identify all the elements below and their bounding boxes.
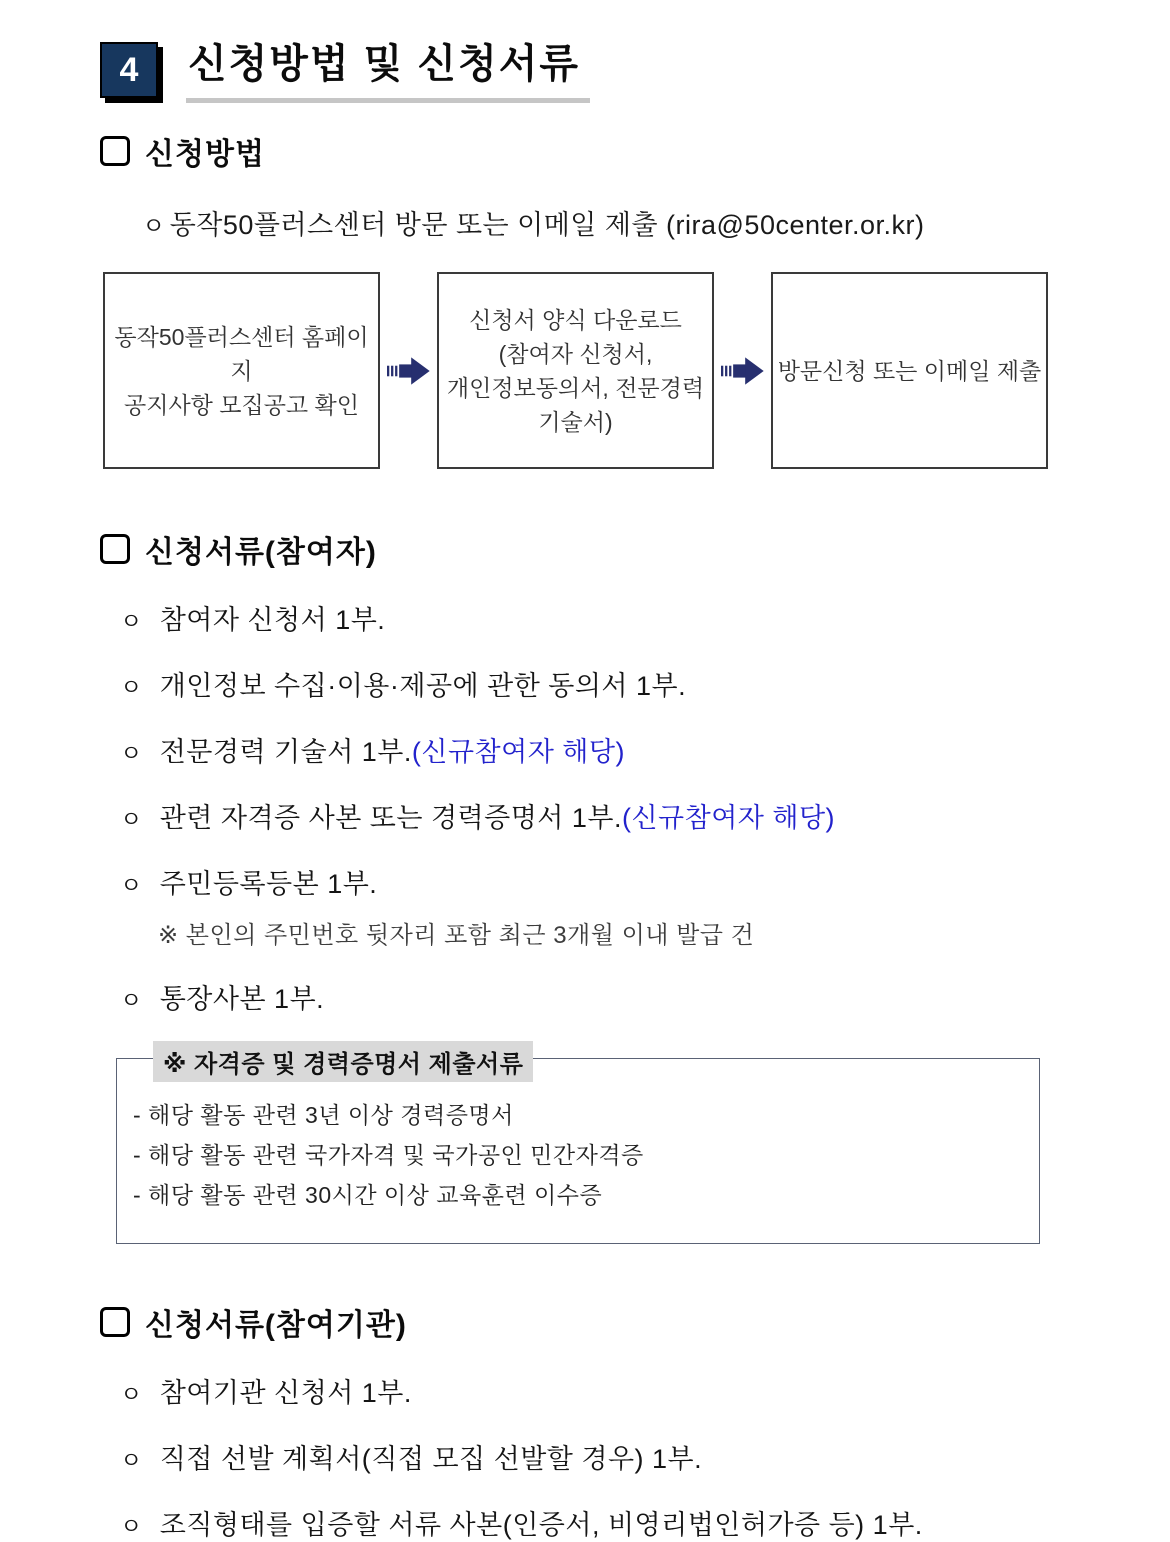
- page-title: 신청방법 및 신청서류: [186, 42, 590, 103]
- flow-arrow-icon: [380, 354, 437, 388]
- flow-arrow-icon: [714, 354, 771, 388]
- note-box-item: - 해당 활동 관련 3년 이상 경력증명서: [133, 1102, 514, 1128]
- resident-register-note: ※ 본인의 주민번호 뒷자리 포함 최근 3개월 이내 발급 건: [158, 922, 755, 949]
- checkbox-icon: [100, 136, 130, 166]
- circle-bullet-icon: ㅇ: [120, 674, 143, 700]
- circle-bullet-icon: ㅇ: [120, 608, 143, 634]
- flow-step-3-line-1: 방문신청 또는 이메일 제출: [777, 357, 1042, 384]
- flow-step-3: [771, 272, 1048, 469]
- note-box-label: ※ 자격증 및 경력증명서 제출서류: [153, 1041, 533, 1082]
- item-text: 주민등록등본 1부.: [159, 869, 378, 899]
- item-text: 참여기관 신청서 1부.: [159, 1378, 412, 1408]
- flow-step-2: [437, 272, 714, 469]
- item-text-main: 전문경력 기술서 1부.: [159, 737, 412, 767]
- item-text-highlight: (신규참여자 해당): [411, 737, 625, 767]
- participant-doc-list: [0, 598, 1170, 1016]
- circle-bullet-icon: ㅇ: [120, 872, 143, 898]
- list-item: [120, 1371, 1170, 1410]
- item-text: 직접 선발 계획서(직접 모집 선발할 경우) 1부.: [159, 1444, 703, 1474]
- checkbox-icon: [100, 534, 130, 564]
- note-box-item: - 해당 활동 관련 30시간 이상 교육훈련 이수증: [133, 1182, 603, 1208]
- list-item: [120, 977, 1170, 1016]
- item-text: 개인정보 수집·이용·제공에 관한 동의서 1부.: [159, 671, 687, 701]
- right-arrow-icon: [721, 354, 765, 388]
- list-item: [120, 796, 1170, 835]
- right-arrow-icon: [387, 354, 431, 388]
- section-heading-method: [100, 129, 1170, 173]
- method-line-text: 동작50플러스센터 방문 또는 이메일 제출 (rira@50center.or.kr): [169, 210, 925, 240]
- item-text: [160, 796, 835, 835]
- section-heading-text: 신청방법: [145, 138, 265, 171]
- section-number-badge: [100, 42, 158, 98]
- flow-step-1: [103, 272, 380, 469]
- item-text: 통장사본 1부.: [159, 984, 325, 1014]
- organization-doc-list: [0, 1371, 1170, 1542]
- checkbox-icon: [100, 1307, 130, 1337]
- circle-bullet-icon: ㅇ: [120, 806, 143, 832]
- list-item: [120, 1503, 1170, 1542]
- section-heading-text: 신청서류(참여기관): [145, 1309, 407, 1342]
- list-item: [120, 664, 1170, 703]
- circle-bullet-icon: ㅇ: [120, 1513, 143, 1539]
- item-text: 조직형태를 입증할 서류 사본(인증서, 비영리법인허가증 등) 1부.: [159, 1510, 923, 1540]
- circle-bullet-icon: ㅇ: [120, 1381, 143, 1407]
- flow-step-1-line-2: 공지사항 모집공고 확인: [124, 391, 359, 418]
- application-flow-diagram: [103, 272, 1170, 469]
- flow-step-1-line-1: 동작50플러스센터 홈페이지: [114, 323, 369, 384]
- list-item: [120, 598, 1170, 637]
- item-text: 참여자 신청서 1부.: [159, 605, 386, 635]
- page-header: [0, 0, 1170, 103]
- certificate-note-box: [116, 1051, 1040, 1244]
- item-text-highlight: (신규참여자 해당): [621, 803, 836, 833]
- list-item: [120, 730, 1170, 769]
- note-box-item: - 해당 활동 관련 국가자격 및 국가공인 민간자격증: [133, 1142, 644, 1168]
- list-item: [120, 1437, 1170, 1476]
- list-item: [120, 862, 1170, 901]
- item-text-main: 관련 자격증 사본 또는 경력증명서 1부.: [159, 803, 622, 833]
- method-line: [142, 203, 1170, 242]
- item-text: [160, 730, 625, 769]
- circle-bullet-icon: ㅇ: [120, 987, 143, 1013]
- flow-step-2-line-1: 신청서 양식 다운로드: [469, 306, 682, 333]
- flow-step-2-line-2: (참여자 신청서,: [498, 340, 653, 367]
- section-number: 4: [119, 50, 139, 89]
- section-heading-organization-docs: [100, 1300, 1170, 1344]
- circle-bullet-icon: ㅇ: [120, 740, 143, 766]
- circle-bullet-icon: ㅇ: [142, 213, 166, 240]
- section-heading-text: 신청서류(참여자): [145, 536, 377, 569]
- circle-bullet-icon: ㅇ: [120, 1447, 143, 1473]
- flow-step-2-line-3: 개인정보동의서, 전문경력: [446, 374, 705, 401]
- flow-step-2-line-4: 기술서): [538, 408, 613, 435]
- section-heading-participant-docs: [100, 527, 1170, 571]
